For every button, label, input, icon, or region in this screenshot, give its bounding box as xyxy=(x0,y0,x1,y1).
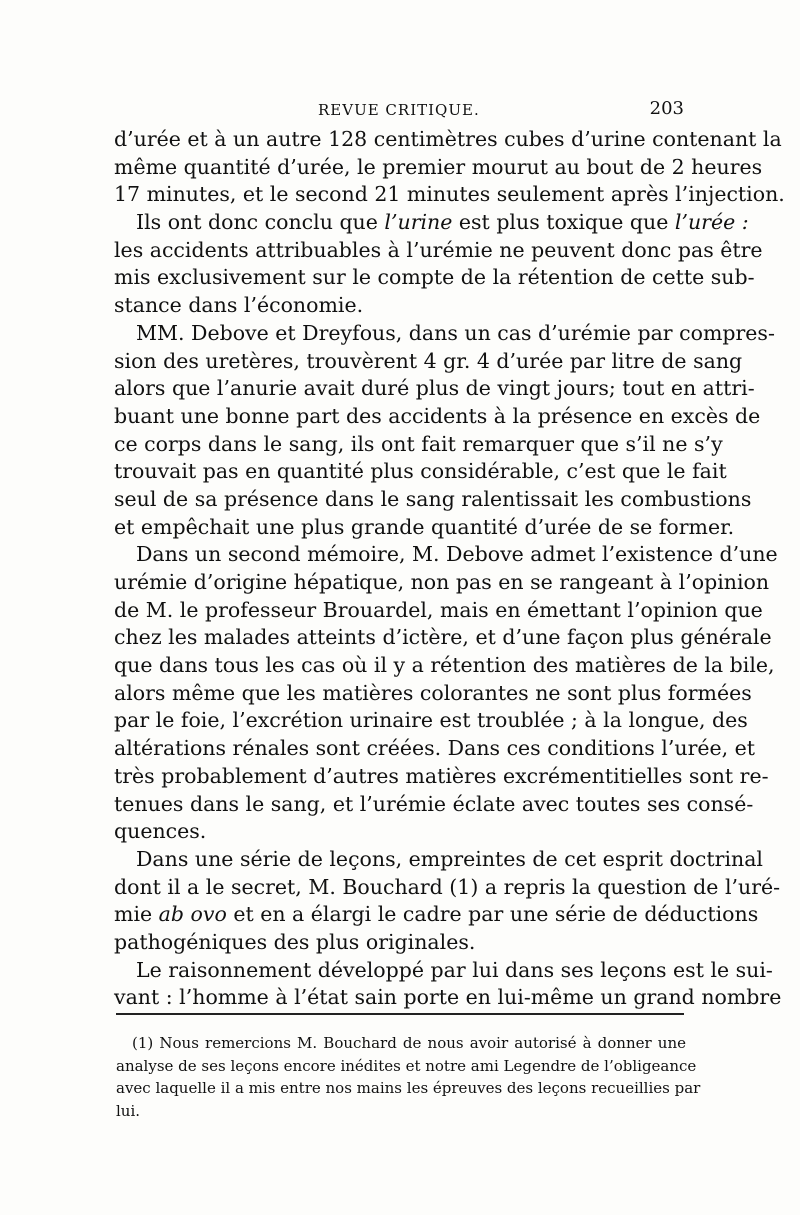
italic-term: l’urée : xyxy=(674,210,749,235)
text-fragment: et en a élargi le cadre par une série de déductions xyxy=(226,902,759,927)
text-line: ce corps dans le sang, ils ont fait remarquer que s’il ne s’y xyxy=(114,431,723,456)
footnote-line: avec laquelle il a mis entre nos mains les épreuves des leçons recueillies par xyxy=(116,1079,701,1097)
text-fragment: Ils ont donc conclu que xyxy=(136,210,385,235)
text-line xyxy=(114,901,759,929)
text-line: trouvait pas en quantité plus considérable, c’est que le fait xyxy=(114,459,727,484)
footnote-line: (1) Nous remercions M. Bouchard de nous avoir autorisé à donner une xyxy=(132,1034,686,1052)
text-line: MM. Debove et Dreyfous, dans un cas d’urémie par compres- xyxy=(136,320,775,345)
text-line: quences. xyxy=(114,819,207,844)
footnote-line: analyse de ses leçons encore inédites et notre ami Legendre de l’obligeance xyxy=(116,1056,697,1075)
text-line: urémie d’origine hépatique, non pas en se rangeant à l’opinion xyxy=(114,570,770,594)
text-line: pathogéniques des plus originales. xyxy=(114,929,476,954)
text-line: seul de sa présence dans le sang ralentissait les combustions xyxy=(114,486,752,511)
text-line: Dans un second mémoire, M. Debove admet l’existence d’une xyxy=(136,542,778,567)
footnote-line: lui. xyxy=(116,1101,141,1120)
text-line: et empêchait une plus grande quantité d’urée de se former. xyxy=(114,514,735,539)
text-line: tenues dans le sang, et l’urémie éclate avec toutes ses consé- xyxy=(114,791,754,816)
text-line: buant une bonne part des accidents à la présence en excès de xyxy=(114,403,761,428)
text-line: les accidents attribuables à l’urémie ne peuvent donc pas être xyxy=(114,237,763,262)
text-line: dont il a le secret, M. Bouchard (1) a repris la question de l’uré- xyxy=(114,874,781,899)
text-line: de M. le professeur Brouardel, mais en émettant l’opinion que xyxy=(114,597,763,622)
text-line: altérations rénales sont créées. Dans ces conditions l’urée, et xyxy=(114,736,756,761)
text-line: que dans tous les cas où il y a rétention des matières de la bile, xyxy=(114,653,775,678)
text-fragment: mie xyxy=(114,902,159,927)
text-fragment: est plus toxique que xyxy=(452,210,675,235)
text-line: sion des uretères, trouvèrent 4 gr. 4 d’urée par litre de sang xyxy=(114,348,743,373)
text-line xyxy=(114,209,749,237)
text-line: Le raisonnement développé par lui dans ses leçons est le sui- xyxy=(136,957,773,982)
text-line: Dans une série de leçons, empreintes de cet esprit doctrinal xyxy=(136,846,763,871)
text-line: d’urée et à un autre 128 centimètres cubes d’urine contenant la xyxy=(114,127,782,151)
footnote xyxy=(116,1032,701,1122)
page-number: 203 xyxy=(649,98,684,119)
footnote-rule xyxy=(116,1013,684,1015)
text-line: vant : l’homme à l’état sain porte en lui-même un grand nombre xyxy=(114,985,782,1010)
text-line: même quantité d’urée, le premier mourut au bout de 2 heures xyxy=(114,154,763,179)
text-line: mis exclusivement sur le compte de la rétention de cette sub- xyxy=(114,265,755,290)
text-line: stance dans l’économie. xyxy=(114,293,364,318)
body-text xyxy=(114,126,785,1012)
text-line: par le foie, l’excrétion urinaire est troublée ; à la longue, des xyxy=(114,708,748,733)
running-head: REVUE CRITIQUE. xyxy=(318,101,480,119)
text-line: très probablement d’autres matières excrémentitielles sont re- xyxy=(114,763,769,788)
text-line: alors que l’anurie avait duré plus de vingt jours; tout en attri- xyxy=(114,376,755,401)
page-header xyxy=(112,98,684,122)
italic-term: ab ovo xyxy=(158,902,227,927)
text-line: 17 minutes, et le second 21 minutes seulement après l’injection. xyxy=(114,182,785,207)
italic-term: l’urine xyxy=(384,210,453,235)
text-line: alors même que les matières colorantes ne sont plus formées xyxy=(114,680,752,705)
text-line: chez les malades atteints d’ictère, et d’une façon plus générale xyxy=(114,625,772,650)
